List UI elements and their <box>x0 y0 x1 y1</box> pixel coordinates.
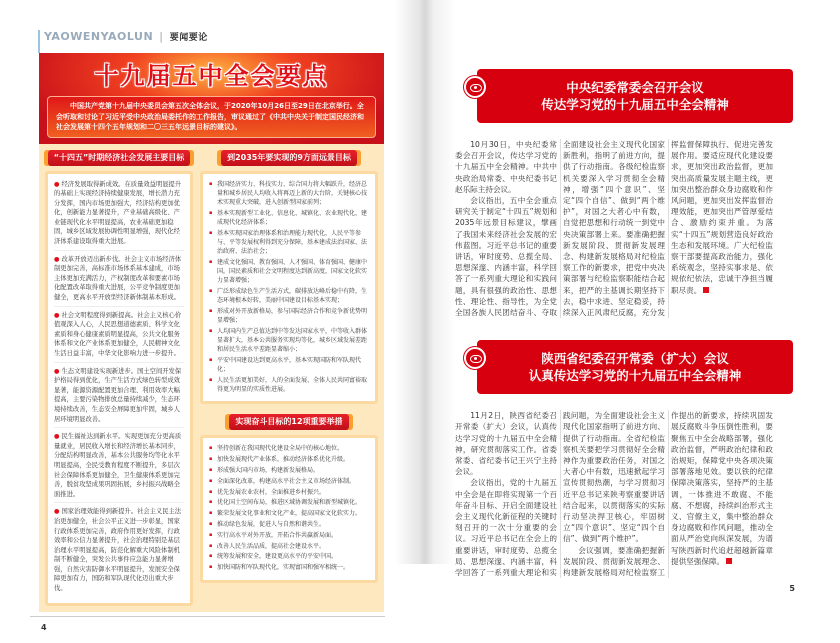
eye-icon <box>464 76 486 98</box>
article1-header <box>477 69 793 123</box>
goal-text: 国家治理效能得到新提升。社会主义民主法治更加健全，社会公平正义进一步彰显，国家行政体系更加完善，政府作用更好发挥，行政效率和公信力显著提升，社会治理特别是基层治理水平明显提高，防范化解重大风险体制机制不断健全，突发公共事件应急能力显著增强，自然灾害防御水平明显提升，发展安全保障更加有力，国防和军队现代化迈出重大步伐。 <box>54 508 182 593</box>
measure-item: ▪ 形成强大国内市场，构建新发展格局。 <box>209 466 369 475</box>
vision-item: ▪ 形成对外开放新格局，参与国际经济合作和竞争新优势明显增强； <box>209 307 369 325</box>
paragraph: 会议指出，五中全会重点研究关于制定“十四五”规划和2035年远景目标建议，擘画了我国未来经济社会发展的宏伟蓝图。习近平总书记的重要讲话，审时度势、总揽全局、思想深邃、内涵丰富，科学回答了一系列重大理论和实践问题，具有很强的政治性、思想性、理论性、指导性，为全党全国各族人民团结奋斗、夺取全面建设社会主义现代化国家新胜利，指明了前进方向，提供了行动指南。各级纪检监察机关要深入学习贯彻全会精神，增强“四个意识”、坚定“四个自信”、做到“两个维护”，对国之大者心中有数，自觉把思想和行动统一到党中央决策部署上来。要准确把握新发展阶段、贯彻新发展理念、构建新发展格局对纪检监察工作的新要求，把党中央决策部署与纪检监察职能结合起来，把严的主基调长期坚持下去，稳中求进、坚定稳妥，持续深入正风肃纪反腐，充分发挥监督保障执行、促进完善发展作用。要适应现代化建设要求，更加突出政治监督，更加突出高质量发展主题主线，更加突出整治群众身边腐败和作风问题，更加突出发挥监督治理效能，更加突出严管厚爱结合、激励约束并重。为落实“十四五”规划营造良好政治生态和发展环境。广大纪检监察干部要提高政治能力，强化系统观念，坚持实事求是、依规依纪依法，忠诚干净担当履职尽责。 <box>455 140 773 318</box>
goal-text: 民生福祉达到新水平。实现更加充分更高质量就业，居民收入增长和经济增长基本同步，分配结构明显改善，基本公共服务均等化水平明显提高，全民受教育程度不断提升，多层次社会保障体系更加健全，卫生健康体系更加完善，脱贫攻坚成果巩固拓展，乡村振兴战略全面推进。 <box>54 433 182 498</box>
page-number: 4 <box>41 622 47 632</box>
bullet-icon: ● <box>54 508 62 516</box>
article1-title-line1: 中央纪委常委会召开会议 <box>566 80 704 95</box>
right-page <box>420 0 840 604</box>
goal-text: 经济发展取得新成效。在质量效益明显提升的基础上实现经济持续健康发展，增长潜力充分发挥，国内市场更加强大，经济结构更加优化，创新能力显著提升，产业基础高级化、产业链现代化水平明显提高，农业基础更加稳固，城乡区域发展协调性明显增强，现代化经济体系建设取得重大进展。 <box>54 180 182 246</box>
goal-item <box>54 507 184 596</box>
article2-body <box>455 410 773 578</box>
vision-item: ▪ 人均国内生产总值达到中等发达国家水平，中等收入群体显著扩大，基本公共服务实现均等化，城乡区域发展差距和居民生活水平差距显著缩小； <box>209 327 369 355</box>
vision-item: ▪ 平安中国建设达到更高水平，基本实现国防和军队现代化； <box>209 356 369 374</box>
footer-rule <box>30 616 385 617</box>
measure-item: ▪ 全面深化改革，构建高水平社会主义市场经济体制。 <box>209 477 369 486</box>
goal-item <box>54 311 184 363</box>
bullet-icon: ● <box>54 367 62 375</box>
vision-item: ▪ 广泛形成绿色生产生活方式，碳排放达峰后稳中有降，生态环境根本好转，美丽中国建设目标基本实现； <box>209 287 369 305</box>
article1-body <box>455 139 773 318</box>
bullet-icon: ● <box>54 311 62 319</box>
banner-title: 十九届五中全会要点 <box>94 62 329 90</box>
goals-box <box>45 171 193 606</box>
measures-box <box>200 435 378 583</box>
measure-item: ▪ 实行高水平对外开放，开拓合作共赢新局面。 <box>209 531 369 540</box>
measure-item: ▪ 统筹发展和安全，建设更高水平的平安中国。 <box>209 552 369 561</box>
measure-item: ▪ 优化国土空间布局，推进区域协调发展和新型城镇化。 <box>209 498 369 507</box>
goal-text: 改革开放迈出新步伐。社会主义市场经济体制更加完善，高标准市场体系基本建成，市场主体更加充满活力，产权制度改革和要素市场化配置改革取得重大进展，公平竞争制度更加健全，更高水平开放型经济新体制基本形成。 <box>54 255 182 302</box>
measure-item: ▪ 改善人民生活品质，提高社会建设水平。 <box>209 542 369 551</box>
measure-item: ▪ 加快国防和军队现代化，实现富国和强军相统一。 <box>209 563 369 572</box>
title-banner <box>39 53 384 144</box>
vision-column <box>200 150 378 584</box>
measure-item: ▪ 繁荣发展文化事业和文化产业，提高国家文化软实力。 <box>209 509 369 518</box>
goal-item <box>54 432 184 503</box>
article1-title-line2: 传达学习党的十九届五中全会精神 <box>541 97 729 112</box>
intro-text: 中国共产党第十九届中央委员会第五次全体会议，于2020年10月26日至29日在北京举行。全会听取和讨论了习近平受中央政治局委托作的工作报告，审议通过了《中共中央关于制定国民经济和社会发展第十四个五年规划和二〇三五年远景目标的建议》。 <box>47 96 376 138</box>
article1-title <box>477 69 793 123</box>
article2-title-line1: 陕西省纪委召开常委（扩大）会议 <box>541 351 729 367</box>
content-panel <box>39 144 384 612</box>
running-head-en: YAOWENYAOLUN <box>44 30 154 43</box>
paragraph: 10月30日，中央纪委常委会召开会议，传达学习党的十九届五中全会精神。中共中央政治局常委、中央纪委书记赵乐际主持会议。 <box>455 140 557 194</box>
bullet-icon: ● <box>54 180 62 188</box>
vision-item: ▪ 建成文化强国、教育强国、人才强国、体育强国、健康中国，国民素质和社会文明程度达到新高度，国家文化软实力显著增强； <box>209 258 369 286</box>
section-header-goals: “十四五”时期经济社会发展主要目标 <box>48 150 191 166</box>
end-mark-icon <box>703 287 709 293</box>
article2-title-line2: 认真传达学习党的十九届五中全会精神 <box>528 368 742 384</box>
vision-box <box>200 171 378 405</box>
paragraph: 会议指出，党的十九届五中全会是在即将实现第一个百年奋斗目标、开启全面建设社会主义现代化新征程的关键时刻召开的一次十分重要的会议。习近平总书记在全会上的重要讲话，审时度势、总揽全局、思想深邃、内涵丰富，科学回答了一系列重大理论和实践问题，为全面建设社会主义现代化国家指明了前进方向、提供了行动指南。全省纪检监察机关要把学习贯彻好全会精神作为重要政治任务，对国之大者心中有数，迅速掀起学习宣传贯彻热潮，与学习贯彻习近平总书记来陕考察重要讲话结合起来，以贯彻落实的实际行动坚决捍卫核心，牢固树立“四个意识”、坚定“四个自信”、做到“两个维护”。 <box>455 411 665 578</box>
article2-header <box>477 340 793 394</box>
paragraph: 11月2日，陕西省纪委召开常委（扩大）会议，认真传达学习党的十九届五中全会精神，研究贯彻落实工作。省委常委、省纪委书记王兴宁主持会议。 <box>455 411 557 477</box>
measure-item: ▪ 坚持创新在我国现代化建设全局中的核心地位。 <box>209 444 369 453</box>
goal-text: 生态文明建设实现新进步。国土空间开发保护格局得到优化，生产生活方式绿色转型成效显著，能源资源配置更加合理、利用效率大幅提高，主要污染物排放总量持续减少，生态环境持续改善，生态安全屏障更加牢固，城乡人居环境明显改善。 <box>54 367 182 423</box>
page-number: 5 <box>789 584 795 594</box>
paragraph: 会议强调，要准确把握新发展阶段、贯彻新发展理念、构建新发展格局对纪检监察工作提出的新要求，持续巩固发展反腐败斗争压倒性胜利，要聚焦五中全会战略部署，强化政治监督，严明政治纪律和政治规矩，保障党中央各项决策部署落地见效。要以铁的纪律保障决策落实，坚持严的主基调，一体推进不敢腐、不能腐、不想腐，持续纠治形式主义、官僚主义，集中整治群众身边腐败和作风问题，推动全面从严治党向纵深发展，为谱写陕西新时代追赶超越新篇章提供坚强保障。 <box>563 411 773 578</box>
section-header-measures: 实现奋斗目标的12项重要举措 <box>229 414 348 430</box>
goal-text: 社会文明程度得到新提高。社会主义核心价值观深入人心，人民思想道德素质、科学文化素质和身心健康素质明显提高，公共文化服务体系和文化产业体系更加健全，人民精神文化生活日益丰富，中华文化影响力进一步提升。 <box>54 311 182 357</box>
bullet-icon: ● <box>54 255 62 263</box>
article2-title <box>477 340 793 394</box>
vision-item: ▪ 基本实现国家治理体系和治理能力现代化，人民平等参与、平等发展权利得到充分保障，基本建成法治国家、法治政府、法治社会； <box>209 229 369 257</box>
measure-item: ▪ 推动绿色发展，促进人与自然和谐共生。 <box>209 520 369 529</box>
running-head: YAOWENYAOLUN | 要闻要论 <box>38 30 384 53</box>
bullet-icon: ● <box>54 433 62 441</box>
measure-item: ▪ 加快发展现代产业体系，推动经济体系优化升级。 <box>209 455 369 464</box>
goal-item <box>54 180 184 251</box>
goal-item <box>54 255 184 307</box>
section-header-vision: 到2035年要实现的9方面远景目标 <box>221 150 357 166</box>
goal-item <box>54 367 184 429</box>
vision-item: ▪ 基本实现新型工业化、信息化、城镇化、农业现代化，建成现代化经济体系； <box>209 209 369 227</box>
measure-item: ▪ 优先发展农业农村，全面推进乡村振兴。 <box>209 488 369 497</box>
end-mark-icon <box>726 558 732 564</box>
vision-item: ▪ 我国经济实力、科技实力、综合国力将大幅跃升，经济总量和城乡居民人均收入将再迈上新的大台阶，关键核心技术实现重大突破，进入创新型国家前列； <box>209 180 369 208</box>
vision-item: ▪ 人民生活更加美好，人的全面发展、全体人民共同富裕取得更为明显的实质性进展。 <box>209 376 369 394</box>
running-head-cn: 要闻要论 <box>169 33 208 43</box>
goals-column <box>45 150 193 606</box>
